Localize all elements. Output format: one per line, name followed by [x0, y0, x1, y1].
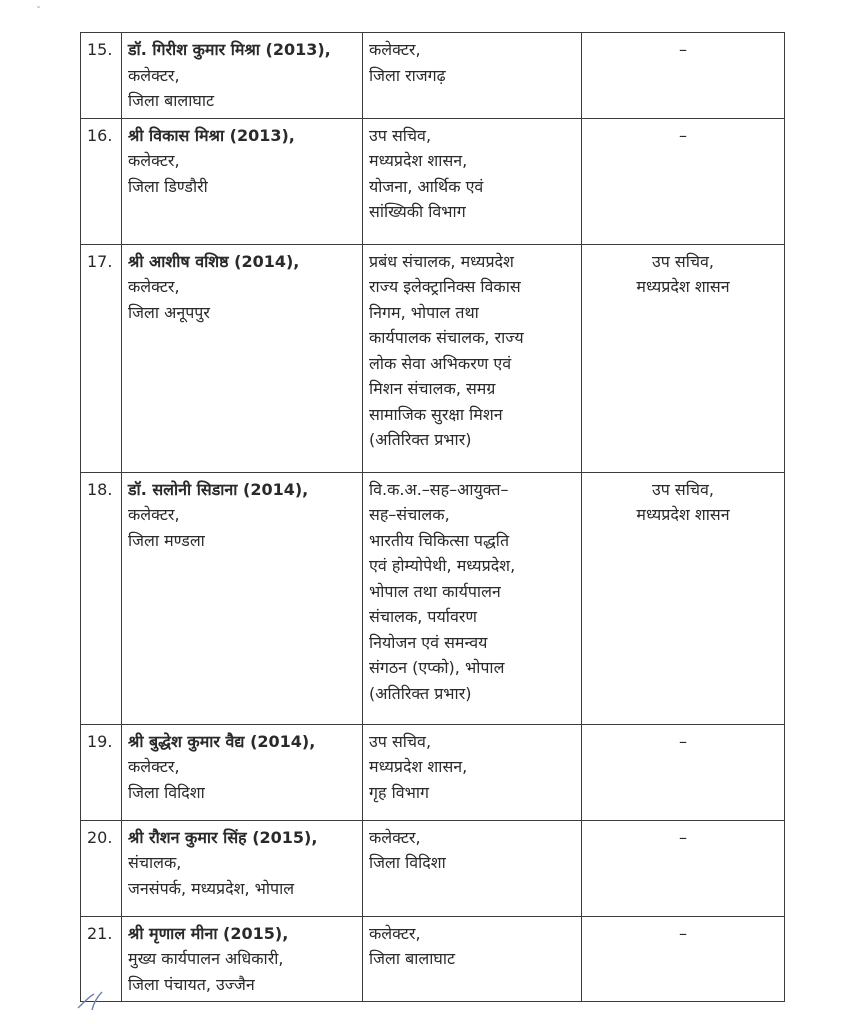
- cell-line: कार्यपालक संचालक, राज्य: [369, 328, 524, 347]
- cell-line: कलेक्टर,: [128, 65, 180, 85]
- cell-line: लोक सेवा अभिकरण एवं: [369, 353, 512, 373]
- officer-cell: [122, 33, 363, 119]
- additional-posting-cell: [582, 724, 785, 820]
- ink-mark-icon: [76, 988, 106, 1014]
- cell-line: कलेक्टर,: [128, 757, 180, 776]
- cell-line: सह–संचालक,: [369, 505, 450, 524]
- cell-line: –: [679, 731, 687, 751]
- cell-line: जिला पंचायत, उज्जैन: [128, 974, 255, 994]
- cell-line: जिला विदिशा: [128, 782, 205, 802]
- additional-posting-cell: [582, 820, 785, 916]
- cell-line: सांख्यिकी विभाग: [369, 202, 466, 221]
- new-posting-cell: [363, 244, 582, 472]
- additional-posting-cell: [582, 916, 785, 1002]
- new-posting-cell: [363, 472, 582, 724]
- cell-line: मध्यप्रदेश शासन: [636, 505, 730, 524]
- cell-line: कलेक्टर,: [369, 40, 421, 59]
- table-row: [81, 820, 785, 916]
- cell-line: मिशन संचालक, समग्र: [369, 379, 496, 398]
- new-posting-cell: [363, 118, 582, 244]
- serial-number: 19.: [81, 724, 122, 820]
- new-posting-cell: [363, 724, 582, 820]
- table-row: [81, 916, 785, 1002]
- officer-cell: [122, 820, 363, 916]
- cell-line: कलेक्टर,: [128, 277, 180, 296]
- officer-cell: [122, 916, 363, 1002]
- officer-cell: [122, 244, 363, 472]
- cell-line: जिला विदिशा: [369, 853, 446, 872]
- new-posting-cell: [363, 820, 582, 916]
- cell-line: निगम, भोपाल तथा: [369, 302, 479, 322]
- cell-line: मुख्य कार्यपालन अधिकारी,: [128, 949, 284, 968]
- cell-line: (अतिरिक्त प्रभार): [369, 430, 472, 449]
- cell-line: –: [679, 40, 687, 59]
- cell-line: संगठन (एप्को), भोपाल: [369, 658, 505, 677]
- additional-posting-cell: [582, 118, 785, 244]
- officer-name: श्री मृणाल मीना (2015),: [128, 923, 289, 943]
- officer-name: श्री बुद्धेश कुमार वैद्य (2014),: [128, 731, 316, 751]
- cell-line: मध्यप्रदेश शासन: [636, 277, 730, 296]
- officer-cell: [122, 118, 363, 244]
- cell-line: जिला मण्डला: [128, 530, 205, 550]
- cell-line: मध्यप्रदेश शासन,: [369, 757, 468, 776]
- cell-line: भोपाल तथा कार्यपालन: [369, 581, 501, 601]
- cell-line: जिला अनूपपुर: [128, 302, 210, 322]
- cell-line: –: [679, 923, 687, 943]
- table-row: [81, 724, 785, 820]
- cell-line: जनसंपर्क, मध्यप्रदेश, भोपाल: [128, 878, 295, 898]
- cell-line: उप सचिव,: [651, 479, 715, 499]
- cell-line: जिला बालाघाट: [369, 949, 456, 968]
- table-row: [81, 33, 785, 119]
- officer-cell: [122, 472, 363, 724]
- officer-name: श्री आशीष वशिष्ठ (2014),: [128, 251, 300, 271]
- transfer-table: [80, 32, 785, 1002]
- cell-line: कलेक्टर,: [369, 923, 421, 943]
- new-posting-cell: [363, 33, 582, 119]
- officer-name: डॉ. सलोनी सिडाना (2014),: [128, 479, 309, 499]
- cell-line: कलेक्टर,: [128, 505, 180, 524]
- cell-line: मध्यप्रदेश शासन,: [369, 151, 468, 170]
- officer-cell: [122, 724, 363, 820]
- cell-line: सामाजिक सुरक्षा मिशन: [369, 404, 503, 424]
- cell-line: जिला डिण्डौरी: [128, 176, 208, 196]
- cell-line: संचालक,: [128, 853, 182, 872]
- cell-line: राज्य इलेक्ट्रानिक्स विकास: [369, 277, 521, 296]
- cell-line: भारतीय चिकित्सा पद्धति: [369, 530, 510, 550]
- cell-line: प्रबंध संचालक, मध्यप्रदेश: [369, 251, 514, 271]
- scan-speck: ˇ: [36, 6, 41, 17]
- cell-line: जिला राजगढ़: [369, 65, 446, 85]
- serial-number: 16.: [81, 118, 122, 244]
- cell-line: योजना, आर्थिक एवं: [369, 176, 484, 196]
- serial-number: 20.: [81, 820, 122, 916]
- serial-number: 15.: [81, 33, 122, 119]
- cell-line: एवं होम्योपेथी, मध्यप्रदेश,: [369, 556, 516, 575]
- cell-line: उप सचिव,: [369, 731, 432, 751]
- cell-line: कलेक्टर,: [369, 827, 421, 847]
- table-row: [81, 472, 785, 724]
- additional-posting-cell: [582, 33, 785, 119]
- officer-name: श्री रौशन कुमार सिंह (2015),: [128, 827, 318, 847]
- table-row: [81, 244, 785, 472]
- additional-posting-cell: [582, 472, 785, 724]
- officer-name: श्री विकास मिश्रा (2013),: [128, 125, 295, 145]
- cell-line: जिला बालाघाट: [128, 91, 215, 110]
- cell-line: उप सचिव,: [651, 251, 715, 271]
- cell-line: गृह विभाग: [369, 782, 430, 802]
- cell-line: उप सचिव,: [369, 125, 432, 145]
- serial-number: 17.: [81, 244, 122, 472]
- table-row: [81, 118, 785, 244]
- officer-name: डॉ. गिरीश कुमार मिश्रा (2013),: [128, 40, 331, 59]
- cell-line: नियोजन एवं समन्वय: [369, 632, 488, 652]
- cell-line: –: [679, 827, 687, 847]
- cell-line: कलेक्टर,: [128, 151, 180, 170]
- cell-line: वि.क.अ.–सह–आयुक्त–: [369, 479, 509, 499]
- cell-line: (अतिरिक्त प्रभार): [369, 683, 472, 703]
- new-posting-cell: [363, 916, 582, 1002]
- serial-number: 18.: [81, 472, 122, 724]
- additional-posting-cell: [582, 244, 785, 472]
- serial-number: 21.: [81, 916, 122, 1002]
- cell-line: संचालक, पर्यावरण: [369, 607, 477, 626]
- cell-line: –: [679, 125, 687, 145]
